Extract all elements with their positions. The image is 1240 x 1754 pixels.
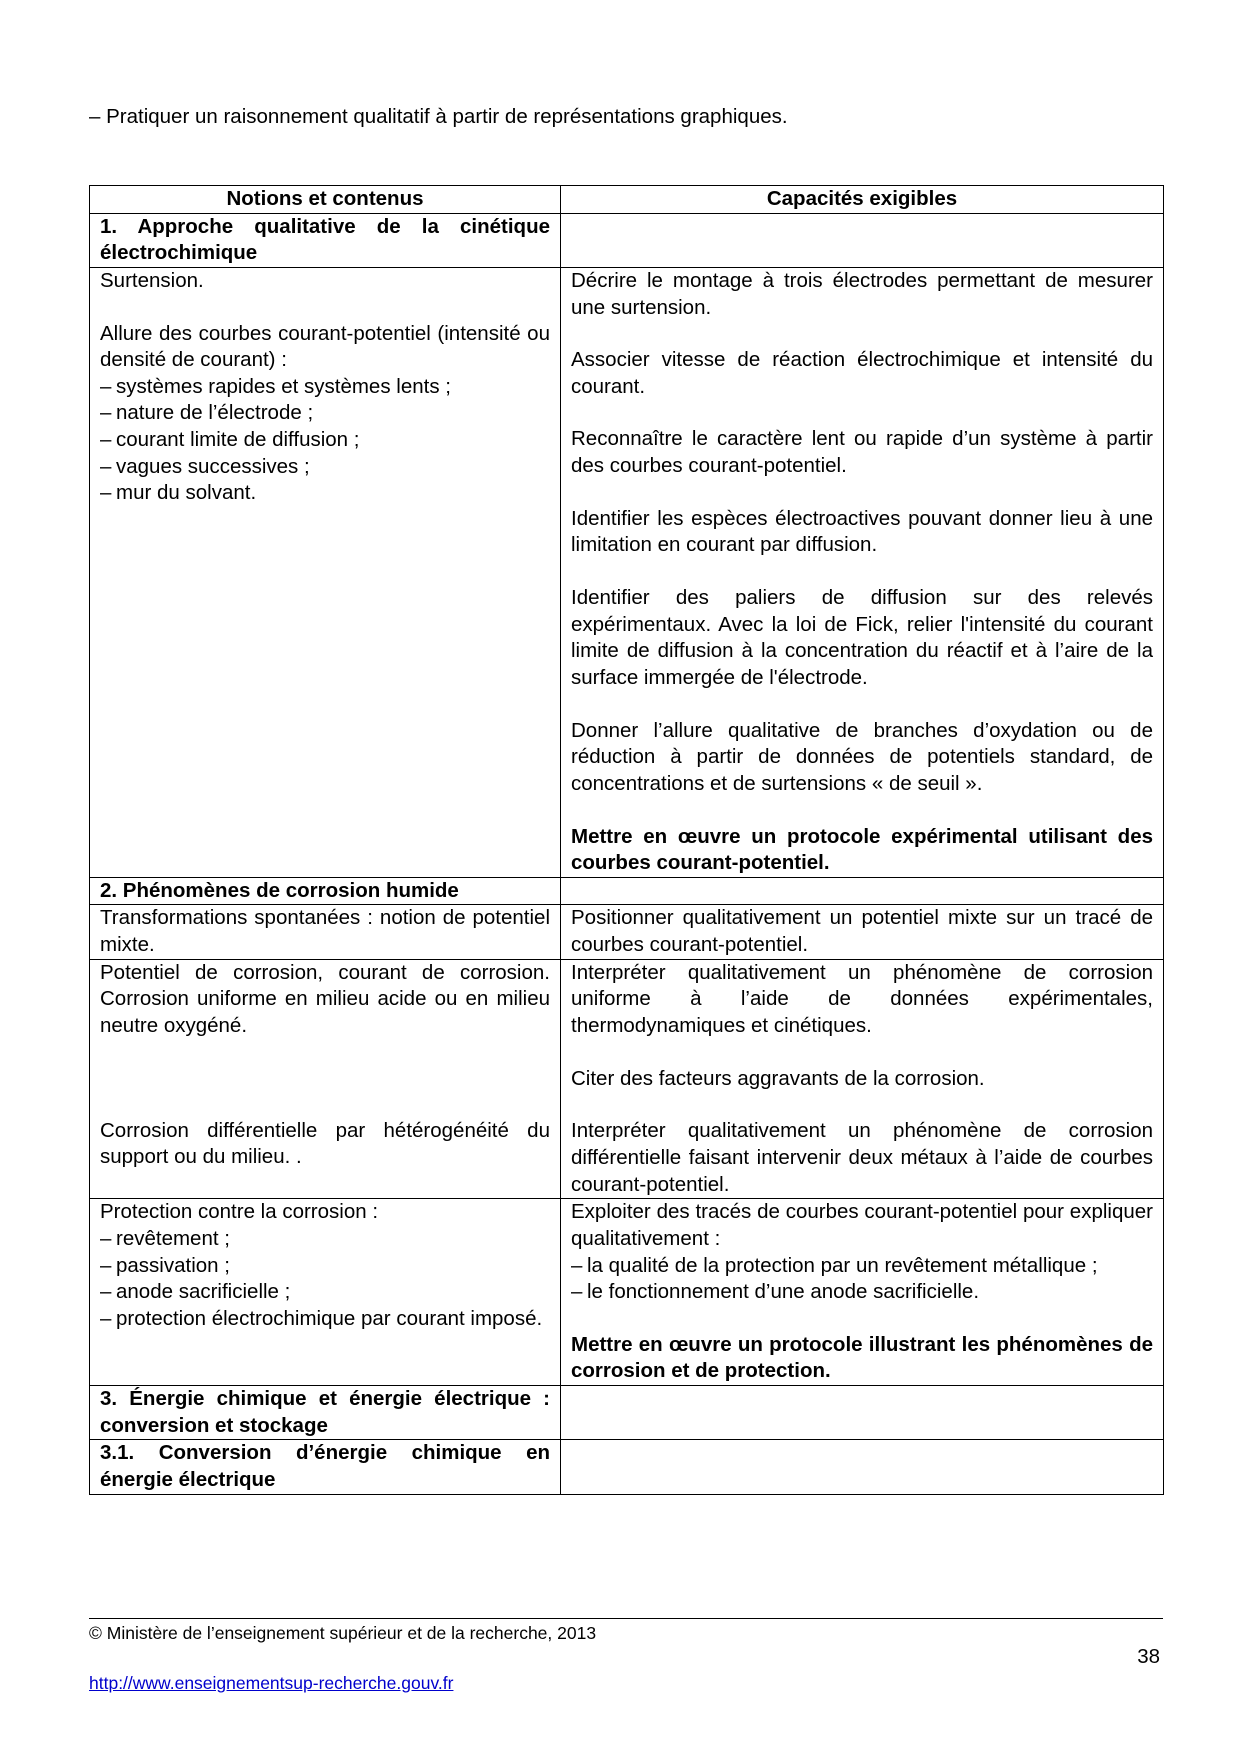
intro-bullet: – Pratiquer un raisonnement qualitatif à partir de représentations graphiques. <box>89 105 788 128</box>
empty-cell <box>561 1440 1164 1494</box>
empty-cell <box>561 1386 1164 1440</box>
section-1-title: 1. Approche qualitative de la cinétique électrochimique <box>90 213 561 267</box>
table-header-row <box>90 186 1164 214</box>
capacite-text: Donner l’allure qualitative de branches d’oxydation ou de réduction à partir de données de potentiels standard, de concentrations et de surtensions « de seuil ». <box>571 718 1153 795</box>
notions-cell: Transformations spontanées : notion de potentiel mixte. <box>90 905 561 959</box>
notion-text: Corrosion différentielle par hétérogénéité du support ou du milieu. . <box>100 1118 550 1169</box>
list-item: – systèmes rapides et systèmes lents ; <box>100 374 451 398</box>
notion-text: Surtension. <box>100 268 204 292</box>
section-3-row <box>90 1386 1164 1440</box>
notions-cell <box>90 267 561 877</box>
section-3-title: 3. Énergie chimique et énergie électrique : conversion et stockage <box>90 1386 561 1440</box>
table-row <box>90 905 1164 959</box>
list-item: – anode sacrificielle ; <box>100 1280 291 1304</box>
capacite-text: Identifier des paliers de diffusion sur des relevés expérimentaux. Avec la loi de Fick, relier l'intensité du courant limite de diffusion à la concentration du réactif et à l’aire de la surface immergée de l'électrode. <box>571 586 1153 689</box>
programme-table <box>89 185 1164 1495</box>
list-item: – courant limite de diffusion ; <box>100 428 360 452</box>
list-item: – mur du solvant. <box>100 481 257 505</box>
capacite-text: Interpréter qualitativement un phénomène de corrosion uniforme à l’aide de données expérimentales, thermodynamiques et cinétiques. <box>571 960 1153 1038</box>
capacite-text: Reconnaître le caractère lent ou rapide d’un système à partir des courbes courant-potentiel. <box>571 427 1153 478</box>
notion-text: Potentiel de corrosion, courant de corrosion. Corrosion uniforme en milieu acide ou en milieu neutre oxygéné. <box>100 960 550 1038</box>
list-item: – le fonctionnement d’une anode sacrificielle. <box>571 1280 980 1304</box>
table-row <box>90 1199 1164 1386</box>
section-2-title: 2. Phénomènes de corrosion humide <box>90 877 561 905</box>
notions-cell <box>90 1199 561 1386</box>
capacites-cell <box>561 267 1164 877</box>
section-1-row <box>90 213 1164 267</box>
capacite-text: Exploiter des tracés de courbes courant-potentiel pour expliquer qualitativement : <box>571 1200 1153 1250</box>
notion-text: Protection contre la corrosion : <box>100 1200 379 1224</box>
empty-cell <box>561 877 1164 905</box>
section-3-1-title: 3.1. Conversion d’énergie chimique en énergie électrique <box>90 1440 561 1494</box>
empty-cell <box>561 213 1164 267</box>
table-row <box>90 267 1164 877</box>
capacites-cell <box>561 1199 1164 1386</box>
notions-cell <box>90 959 561 1198</box>
list-item: – vagues successives ; <box>100 454 310 478</box>
footer-link[interactable]: http://www.enseignementsup-recherche.gouv.fr <box>89 1673 454 1693</box>
list-item: – passivation ; <box>100 1253 230 1277</box>
list-item: – la qualité de la protection par un revêtement métallique ; <box>571 1253 1098 1277</box>
copyright: © Ministère de l’enseignement supérieur et de la recherche, 2013 <box>89 1623 597 1643</box>
capacite-text: Identifier les espèces électroactives pouvant donner lieu à une limitation en courant par diffusion. <box>571 506 1153 557</box>
header-capacites: Capacités exigibles <box>561 186 1164 214</box>
capacite-experimental: Mettre en œuvre un protocole expérimental utilisant des courbes courant-potentiel. <box>571 824 1153 875</box>
capacite-experimental: Mettre en œuvre un protocole illustrant les phénomènes de corrosion et de protection. <box>571 1332 1153 1383</box>
list-item: – protection électrochimique par courant imposé. <box>100 1306 543 1330</box>
capacites-cell <box>561 959 1164 1198</box>
header-notions: Notions et contenus <box>90 186 561 214</box>
section-3-1-row <box>90 1440 1164 1494</box>
section-2-row <box>90 877 1164 905</box>
list-item: – revêtement ; <box>100 1226 230 1250</box>
footer-divider <box>89 1618 1163 1619</box>
capacite-text: Décrire le montage à trois électrodes permettant de mesurer une surtension. <box>571 268 1153 319</box>
list-item: – nature de l’électrode ; <box>100 401 314 425</box>
table-row <box>90 959 1164 1198</box>
page-number: 38 <box>1137 1645 1160 1668</box>
capacites-cell: Positionner qualitativement un potentiel mixte sur un tracé de courbes courant-potentiel. <box>561 905 1164 959</box>
capacite-text: Citer des facteurs aggravants de la corrosion. <box>571 1066 985 1090</box>
notion-text: Allure des courbes courant-potentiel (intensité ou densité de courant) : <box>100 321 550 372</box>
capacite-text: Associer vitesse de réaction électrochimique et intensité du courant. <box>571 348 1153 398</box>
capacite-text: Interpréter qualitativement un phénomène de corrosion différentielle faisant intervenir deux métaux à l’aide de courbes courant-potentiel. <box>571 1119 1153 1196</box>
